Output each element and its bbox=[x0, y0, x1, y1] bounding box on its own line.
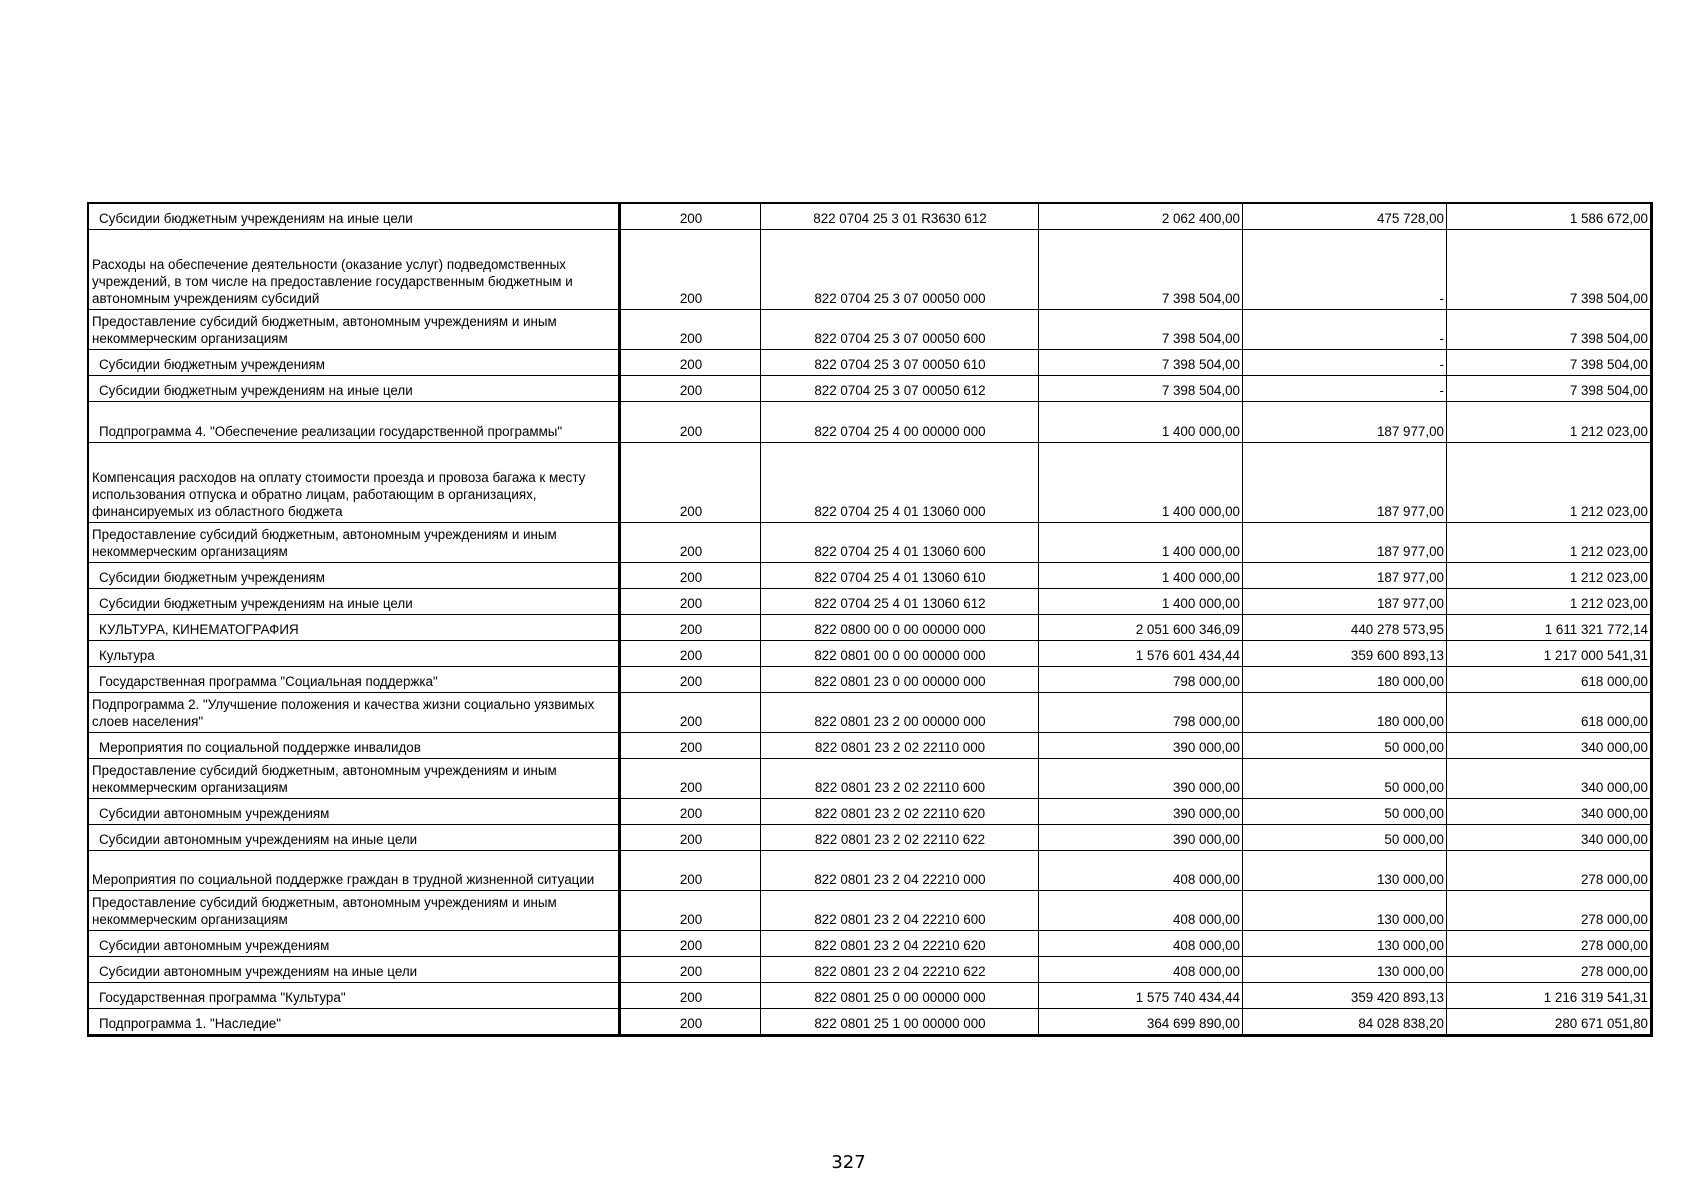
row-budget-code: 822 0801 23 2 04 22210 622 bbox=[761, 957, 1039, 983]
row-unexecuted: 340 000,00 bbox=[1447, 799, 1652, 825]
row-executed: 50 000,00 bbox=[1243, 759, 1447, 799]
row-unexecuted: 340 000,00 bbox=[1447, 759, 1652, 799]
row-executed: 187 977,00 bbox=[1243, 589, 1447, 615]
row-name: КУЛЬТУРА, КИНЕМАТОГРАФИЯ bbox=[88, 615, 620, 641]
row-approved: 1 400 000,00 bbox=[1039, 443, 1243, 523]
table-row bbox=[88, 641, 1652, 667]
row-name: Подпрограмма 4. "Обеспечение реализации государственной программы" bbox=[88, 402, 620, 443]
row-unexecuted: 7 398 504,00 bbox=[1447, 376, 1652, 402]
row-budget-code: 822 0801 23 2 02 22110 000 bbox=[761, 733, 1039, 759]
row-unexecuted: 1 611 321 772,14 bbox=[1447, 615, 1652, 641]
row-approved: 364 699 890,00 bbox=[1039, 1009, 1243, 1036]
row-budget-code: 822 0801 23 2 04 22210 620 bbox=[761, 931, 1039, 957]
row-status-code: 200 bbox=[620, 589, 761, 615]
row-budget-code: 822 0704 25 3 01 R3630 612 bbox=[761, 203, 1039, 230]
row-status-code: 200 bbox=[620, 759, 761, 799]
row-budget-code: 822 0704 25 3 07 00050 000 bbox=[761, 230, 1039, 310]
row-approved: 408 000,00 bbox=[1039, 851, 1243, 891]
row-name: Компенсация расходов на оплату стоимости проезда и провоза багажа к месту использования отпуска и обратно лицам, работающим в организациях, финансируемых из областного бюджета bbox=[88, 443, 620, 523]
row-approved: 1 400 000,00 bbox=[1039, 589, 1243, 615]
row-status-code: 200 bbox=[620, 891, 761, 931]
table-row bbox=[88, 563, 1652, 589]
row-name: Мероприятия по социальной поддержке инвалидов bbox=[88, 733, 620, 759]
row-executed: 50 000,00 bbox=[1243, 799, 1447, 825]
table-row bbox=[88, 693, 1652, 733]
row-approved: 2 062 400,00 bbox=[1039, 203, 1243, 230]
budget-table bbox=[87, 202, 1653, 1037]
row-name: Культура bbox=[88, 641, 620, 667]
row-budget-code: 822 0704 25 4 00 00000 000 bbox=[761, 402, 1039, 443]
row-unexecuted: 7 398 504,00 bbox=[1447, 310, 1652, 350]
row-approved: 7 398 504,00 bbox=[1039, 376, 1243, 402]
row-name: Государственная программа "Культура" bbox=[88, 983, 620, 1009]
row-name: Субсидии автономным учреждениям на иные цели bbox=[88, 825, 620, 851]
row-name: Субсидии бюджетным учреждениям на иные цели bbox=[88, 589, 620, 615]
row-executed: 130 000,00 bbox=[1243, 931, 1447, 957]
row-status-code: 200 bbox=[620, 230, 761, 310]
row-approved: 408 000,00 bbox=[1039, 891, 1243, 931]
row-status-code: 200 bbox=[620, 376, 761, 402]
row-unexecuted: 278 000,00 bbox=[1447, 957, 1652, 983]
table-row bbox=[88, 203, 1652, 230]
row-executed: 440 278 573,95 bbox=[1243, 615, 1447, 641]
row-approved: 798 000,00 bbox=[1039, 693, 1243, 733]
row-approved: 798 000,00 bbox=[1039, 667, 1243, 693]
row-executed: 359 600 893,13 bbox=[1243, 641, 1447, 667]
row-name: Предоставление субсидий бюджетным, автономным учреждениям и иным некоммерческим организациям bbox=[88, 891, 620, 931]
table-row bbox=[88, 1009, 1652, 1036]
row-approved: 408 000,00 bbox=[1039, 957, 1243, 983]
table-row bbox=[88, 667, 1652, 693]
row-approved: 390 000,00 bbox=[1039, 759, 1243, 799]
row-approved: 7 398 504,00 bbox=[1039, 230, 1243, 310]
row-budget-code: 822 0801 23 2 04 22210 000 bbox=[761, 851, 1039, 891]
row-executed: 187 977,00 bbox=[1243, 563, 1447, 589]
table-row bbox=[88, 851, 1652, 891]
row-executed: - bbox=[1243, 350, 1447, 376]
row-status-code: 200 bbox=[620, 350, 761, 376]
row-executed: 84 028 838,20 bbox=[1243, 1009, 1447, 1036]
row-status-code: 200 bbox=[620, 931, 761, 957]
table-row bbox=[88, 615, 1652, 641]
row-executed: 130 000,00 bbox=[1243, 891, 1447, 931]
row-name: Субсидии бюджетным учреждениям на иные цели bbox=[88, 376, 620, 402]
row-unexecuted: 1 212 023,00 bbox=[1447, 443, 1652, 523]
table-row bbox=[88, 983, 1652, 1009]
row-approved: 1 400 000,00 bbox=[1039, 523, 1243, 563]
row-name: Подпрограмма 2. "Улучшение положения и качества жизни социально уязвимых слоев населения" bbox=[88, 693, 620, 733]
table-row bbox=[88, 799, 1652, 825]
row-executed: 50 000,00 bbox=[1243, 825, 1447, 851]
page-number: 327 bbox=[831, 1152, 866, 1173]
row-approved: 1 400 000,00 bbox=[1039, 563, 1243, 589]
row-budget-code: 822 0801 23 0 00 00000 000 bbox=[761, 667, 1039, 693]
row-budget-code: 822 0704 25 4 01 13060 000 bbox=[761, 443, 1039, 523]
row-approved: 7 398 504,00 bbox=[1039, 310, 1243, 350]
table-row bbox=[88, 310, 1652, 350]
row-executed: 180 000,00 bbox=[1243, 693, 1447, 733]
row-unexecuted: 7 398 504,00 bbox=[1447, 350, 1652, 376]
row-name: Субсидии бюджетным учреждениям на иные цели bbox=[88, 203, 620, 230]
row-name: Субсидии автономным учреждениям на иные цели bbox=[88, 957, 620, 983]
row-status-code: 200 bbox=[620, 733, 761, 759]
row-status-code: 200 bbox=[620, 851, 761, 891]
row-budget-code: 822 0704 25 4 01 13060 600 bbox=[761, 523, 1039, 563]
row-name: Субсидии автономным учреждениям bbox=[88, 931, 620, 957]
row-budget-code: 822 0801 23 2 02 22110 600 bbox=[761, 759, 1039, 799]
row-executed: 475 728,00 bbox=[1243, 203, 1447, 230]
table-row bbox=[88, 825, 1652, 851]
row-name: Предоставление субсидий бюджетным, автономным учреждениям и иным некоммерческим организациям bbox=[88, 523, 620, 563]
row-executed: 180 000,00 bbox=[1243, 667, 1447, 693]
row-status-code: 200 bbox=[620, 310, 761, 350]
row-executed: 187 977,00 bbox=[1243, 523, 1447, 563]
table-row bbox=[88, 733, 1652, 759]
row-approved: 2 051 600 346,09 bbox=[1039, 615, 1243, 641]
row-budget-code: 822 0704 25 3 07 00050 600 bbox=[761, 310, 1039, 350]
row-executed: 359 420 893,13 bbox=[1243, 983, 1447, 1009]
row-unexecuted: 340 000,00 bbox=[1447, 825, 1652, 851]
row-executed: - bbox=[1243, 230, 1447, 310]
row-unexecuted: 278 000,00 bbox=[1447, 891, 1652, 931]
table-row bbox=[88, 759, 1652, 799]
row-status-code: 200 bbox=[620, 443, 761, 523]
row-status-code: 200 bbox=[620, 825, 761, 851]
row-unexecuted: 1 586 672,00 bbox=[1447, 203, 1652, 230]
table-row bbox=[88, 402, 1652, 443]
row-name: Подпрограмма 1. "Наследие" bbox=[88, 1009, 620, 1036]
row-status-code: 200 bbox=[620, 563, 761, 589]
row-approved: 1 575 740 434,44 bbox=[1039, 983, 1243, 1009]
row-budget-code: 822 0801 23 2 00 00000 000 bbox=[761, 693, 1039, 733]
row-status-code: 200 bbox=[620, 799, 761, 825]
row-executed: - bbox=[1243, 310, 1447, 350]
row-approved: 390 000,00 bbox=[1039, 799, 1243, 825]
row-name: Субсидии автономным учреждениям bbox=[88, 799, 620, 825]
row-name: Предоставление субсидий бюджетным, автономным учреждениям и иным некоммерческим организациям bbox=[88, 310, 620, 350]
row-name: Государственная программа "Социальная поддержка" bbox=[88, 667, 620, 693]
table-row bbox=[88, 443, 1652, 523]
row-unexecuted: 7 398 504,00 bbox=[1447, 230, 1652, 310]
table-row bbox=[88, 931, 1652, 957]
row-unexecuted: 1 212 023,00 bbox=[1447, 523, 1652, 563]
row-budget-code: 822 0704 25 3 07 00050 610 bbox=[761, 350, 1039, 376]
row-approved: 1 400 000,00 bbox=[1039, 402, 1243, 443]
row-status-code: 200 bbox=[620, 957, 761, 983]
row-executed: 187 977,00 bbox=[1243, 443, 1447, 523]
budget-table-container bbox=[87, 202, 1648, 1037]
row-name: Расходы на обеспечение деятельности (оказание услуг) подведомственных учреждений, в том числе на предоставление государственным бюджетным и автономным учреждениям субсидий bbox=[88, 230, 620, 310]
table-row bbox=[88, 350, 1652, 376]
row-status-code: 200 bbox=[620, 1009, 761, 1036]
row-budget-code: 822 0800 00 0 00 00000 000 bbox=[761, 615, 1039, 641]
table-row bbox=[88, 230, 1652, 310]
row-budget-code: 822 0801 23 2 04 22210 600 bbox=[761, 891, 1039, 931]
row-budget-code: 822 0801 25 0 00 00000 000 bbox=[761, 983, 1039, 1009]
row-executed: - bbox=[1243, 376, 1447, 402]
row-unexecuted: 278 000,00 bbox=[1447, 851, 1652, 891]
row-executed: 130 000,00 bbox=[1243, 957, 1447, 983]
row-executed: 130 000,00 bbox=[1243, 851, 1447, 891]
row-name: Субсидии бюджетным учреждениям bbox=[88, 350, 620, 376]
row-unexecuted: 280 671 051,80 bbox=[1447, 1009, 1652, 1036]
row-unexecuted: 1 216 319 541,31 bbox=[1447, 983, 1652, 1009]
row-status-code: 200 bbox=[620, 983, 761, 1009]
row-executed: 50 000,00 bbox=[1243, 733, 1447, 759]
row-executed: 187 977,00 bbox=[1243, 402, 1447, 443]
row-status-code: 200 bbox=[620, 615, 761, 641]
row-status-code: 200 bbox=[620, 693, 761, 733]
row-name: Предоставление субсидий бюджетным, автономным учреждениям и иным некоммерческим организациям bbox=[88, 759, 620, 799]
row-unexecuted: 1 212 023,00 bbox=[1447, 589, 1652, 615]
row-budget-code: 822 0801 23 2 02 22110 620 bbox=[761, 799, 1039, 825]
row-unexecuted: 618 000,00 bbox=[1447, 693, 1652, 733]
row-name: Мероприятия по социальной поддержке граждан в трудной жизненной ситуации bbox=[88, 851, 620, 891]
table-row bbox=[88, 957, 1652, 983]
row-budget-code: 822 0704 25 3 07 00050 612 bbox=[761, 376, 1039, 402]
row-approved: 390 000,00 bbox=[1039, 825, 1243, 851]
table-row bbox=[88, 891, 1652, 931]
row-approved: 390 000,00 bbox=[1039, 733, 1243, 759]
row-budget-code: 822 0801 25 1 00 00000 000 bbox=[761, 1009, 1039, 1036]
row-unexecuted: 1 212 023,00 bbox=[1447, 563, 1652, 589]
row-name: Субсидии бюджетным учреждениям bbox=[88, 563, 620, 589]
row-budget-code: 822 0704 25 4 01 13060 612 bbox=[761, 589, 1039, 615]
table-row bbox=[88, 523, 1652, 563]
row-budget-code: 822 0801 00 0 00 00000 000 bbox=[761, 641, 1039, 667]
row-status-code: 200 bbox=[620, 667, 761, 693]
table-row bbox=[88, 589, 1652, 615]
table-row bbox=[88, 376, 1652, 402]
row-status-code: 200 bbox=[620, 203, 761, 230]
row-unexecuted: 618 000,00 bbox=[1447, 667, 1652, 693]
row-unexecuted: 1 217 000 541,31 bbox=[1447, 641, 1652, 667]
row-budget-code: 822 0704 25 4 01 13060 610 bbox=[761, 563, 1039, 589]
row-approved: 7 398 504,00 bbox=[1039, 350, 1243, 376]
row-approved: 1 576 601 434,44 bbox=[1039, 641, 1243, 667]
row-approved: 408 000,00 bbox=[1039, 931, 1243, 957]
row-status-code: 200 bbox=[620, 402, 761, 443]
row-unexecuted: 278 000,00 bbox=[1447, 931, 1652, 957]
row-unexecuted: 340 000,00 bbox=[1447, 733, 1652, 759]
row-status-code: 200 bbox=[620, 523, 761, 563]
row-unexecuted: 1 212 023,00 bbox=[1447, 402, 1652, 443]
row-budget-code: 822 0801 23 2 02 22110 622 bbox=[761, 825, 1039, 851]
row-status-code: 200 bbox=[620, 641, 761, 667]
